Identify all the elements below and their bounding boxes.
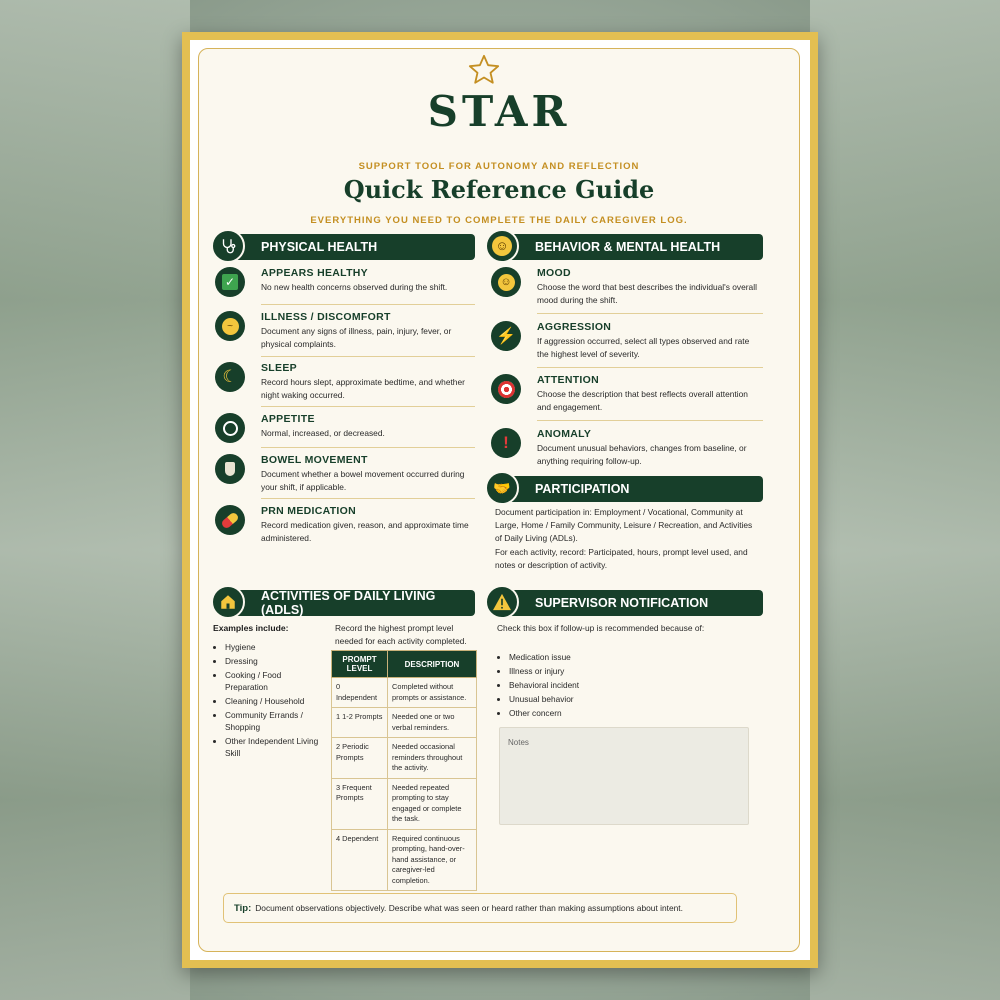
item-desc: Document unusual behaviors, changes from baseline, or anything requiring follow-up. [537,443,747,466]
supervisor-reasons-list [497,651,697,721]
list-item: • Other Independent Living Skill [225,735,323,759]
handshake-icon: 🤝 [485,471,519,505]
participation-record-text: For each activity, record: Participated, hours, prompt level used, and notes or description of activity. [495,547,748,570]
list-item [491,426,763,474]
item-desc: Record hours slept, approximate bedtime, and whether night waking occurred. [261,377,465,400]
stethoscope-icon [211,229,245,263]
item-title: AGGRESSION [537,321,612,333]
table-cell: Needed occasional reminders throughout the activity. [388,738,477,779]
item-desc: If aggression occurred, select all types observed and rate the highest level of severity. [537,336,750,359]
item-title: ATTENTION [537,374,599,386]
column-header: DESCRIPTION [388,651,477,678]
table-cell: Completed without prompts or assistance. [388,678,477,708]
list-item [491,265,763,313]
divider [261,304,475,305]
item-title: BOWEL MOVEMENT [261,454,368,466]
supervisor-heading: SUPERVISOR NOTIFICATION [535,596,709,610]
item-desc: Choose the word that best describes the individual's overall mood during the shift. [537,282,757,305]
list-item [215,265,477,305]
list-item: • Other concern [509,707,697,719]
participation-text: Document participation in: Employment / Vocational, Community at Large, Home / Family Community, Leisure / Recreation, and Activities of Daily Living (ADLs). [495,507,753,543]
item-desc: Normal, increased, or decreased. [261,428,385,438]
physical-health-header [221,234,475,260]
table-cell: 3 Frequent Prompts [332,778,388,829]
tip-text: Document observations objectively. Describe what was seen or heard rather than making assumptions about intent. [255,903,683,913]
divider [261,406,475,407]
table-row [332,738,477,779]
list-item: • Dressing [225,655,323,667]
background-right [810,0,1000,1000]
list-item: • Medication issue [509,651,697,663]
item-desc: Document any signs of illness, pain, injury, fever, or physical complaints. [261,326,452,349]
tip-box [223,893,737,923]
moon-icon: ☾ [215,362,245,392]
list-item [215,503,477,549]
participation-header [495,476,763,502]
notes-label: Notes [508,738,529,747]
table-row [332,829,477,891]
smiley-icon: ☺ [485,229,519,263]
list-item [215,309,477,357]
divider [537,420,763,421]
physical-health-heading: PHYSICAL HEALTH [261,240,378,254]
supervisor-intro: Check this box if follow-up is recommended because of: [497,623,705,633]
item-title: APPEARS HEALTHY [261,267,368,279]
background-left [0,0,190,1000]
plate-icon [215,413,245,443]
item-title: APPETITE [261,413,315,425]
table-cell: Needed one or two verbal reminders. [388,708,477,738]
list-item [215,411,477,447]
list-item: • Illness or injury [509,665,697,677]
item-title: ANOMALY [537,428,592,440]
item-desc: Choose the description that best reflects overall attention and engagement. [537,389,748,412]
table-cell: Required continuous prompting, hand-over-hand assistance, or caregiver-led completion. [388,829,477,891]
list-item: • Cooking / Food Preparation [225,669,323,693]
column-header: PROMPT LEVEL [332,651,388,678]
target-icon [491,374,521,404]
lightning-icon: ⚡ [491,321,521,351]
item-title: SLEEP [261,362,297,374]
sick-face-icon: ~ [215,311,245,341]
adls-header [221,590,475,616]
table-cell: Needed repeated prompting to stay engaged or complete the task. [388,778,477,829]
examples-list [213,641,323,761]
item-title: MOOD [537,267,571,279]
guide-tagline: EVERYTHING YOU NEED TO COMPLETE THE DAILY CAREGIVER LOG. [310,215,688,226]
picture-frame [182,32,818,968]
table-row [332,778,477,829]
divider [261,356,475,357]
list-item [491,372,763,420]
table-header-row [332,651,477,678]
participation-heading: PARTICIPATION [535,482,630,496]
item-title: PRN MEDICATION [261,505,357,517]
list-item [491,319,763,367]
divider [261,498,475,499]
prompt-level-table [331,650,477,891]
list-item [215,452,477,498]
item-desc: No new health concerns observed during the shift. [261,282,448,292]
item-desc: Document whether a bowel movement occurred during your shift, if applicable. [261,469,465,492]
exclamation-icon: ! [491,428,521,458]
table-cell: 1 1-2 Prompts [332,708,388,738]
table-cell: 4 Dependent [332,829,388,891]
warning-icon [485,585,519,619]
list-item: • Cleaning / Household [225,695,323,707]
table-cell: 2 Periodic Prompts [332,738,388,779]
divider [261,447,475,448]
adls-heading: ACTIVITIES OF DAILY LIVING (ADLS) [261,589,436,617]
table-row [332,708,477,738]
reference-poster [198,48,800,952]
list-item [215,360,477,406]
notes-field[interactable] [499,727,749,825]
prompt-intro: Record the highest prompt level needed for each activity completed. [335,623,467,646]
item-title: ILLNESS / DISCOMFORT [261,311,391,323]
guide-title: Quick Reference Guide [343,175,655,204]
tip-label: Tip: [234,902,252,914]
poster-subtitle: SUPPORT TOOL FOR AUTONOMY AND REFLECTION [358,161,640,172]
behavior-header [495,234,763,260]
star-icon [467,53,501,87]
list-item: • Hygiene [225,641,323,653]
frame-mat [190,40,810,960]
checkmark-icon: ✓ [215,267,245,297]
divider [537,367,763,368]
toilet-icon [215,454,245,484]
pill-icon [215,505,245,535]
smiley-icon: ☺ [491,267,521,297]
table-cell: 0 Independent [332,678,388,708]
list-item: • Behavioral incident [509,679,697,691]
list-item: • Community Errands / Shopping [225,709,323,733]
divider [537,313,763,314]
list-item: • Unusual behavior [509,693,697,705]
behavior-heading: BEHAVIOR & MENTAL HEALTH [535,240,721,254]
supervisor-header [495,590,763,616]
table-row [332,678,477,708]
house-icon [211,585,245,619]
examples-label: Examples include: [213,623,289,633]
poster-title: STAR [427,87,571,136]
item-desc: Record medication given, reason, and approximate time administered. [261,520,469,543]
